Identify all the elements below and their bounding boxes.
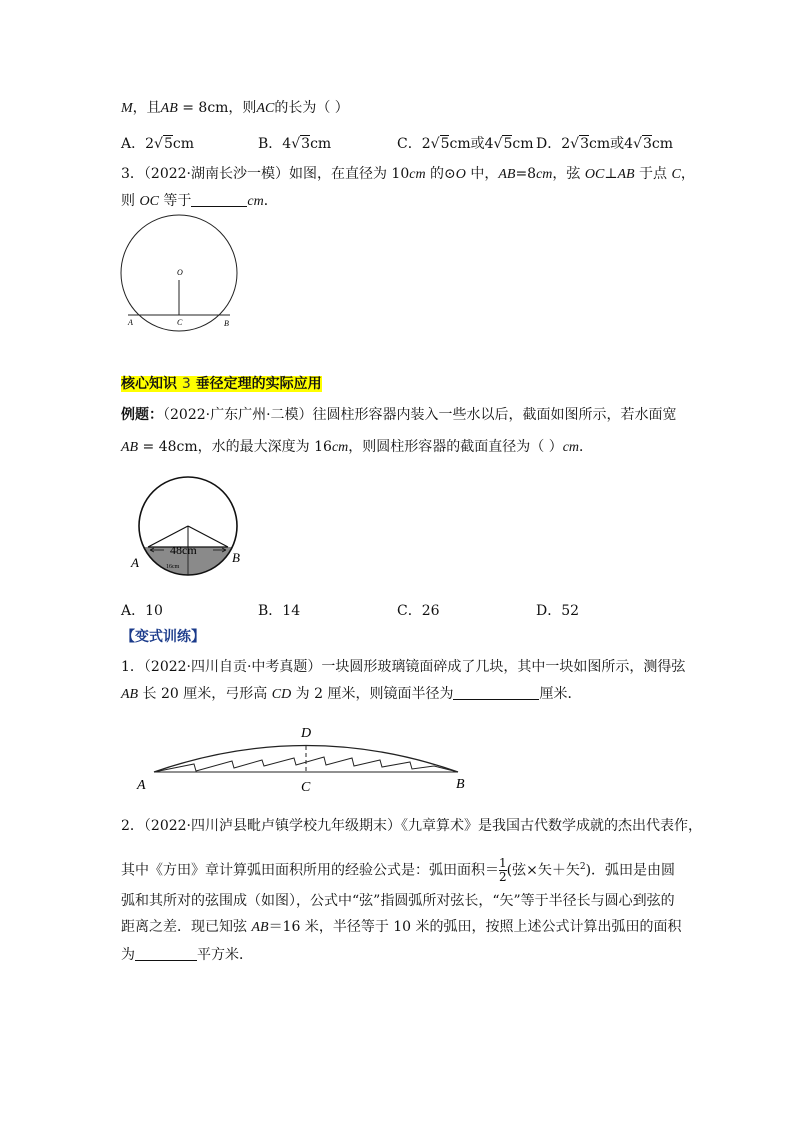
option-label: A． [121,136,146,152]
sqrt: √3 [291,136,311,152]
q2-text: ，且 [132,100,161,116]
v2-line5 [121,945,253,965]
text: (弦×矢＋矢 [506,862,580,879]
label-d: D [301,726,312,741]
text: 则 [121,193,140,209]
label-b: B [456,777,465,792]
radicand: 3 [301,136,311,152]
label-a: A [131,555,139,570]
q2-option-a[interactable] [121,134,194,154]
v2-line1 [121,816,702,836]
sqrt: √5 [493,136,513,152]
sqrt: √5 [430,136,450,152]
numerator: 1 [499,856,507,871]
text: ，弦 [552,166,585,182]
var-o: O [455,167,466,182]
var-oc: OC [139,194,159,209]
text: 厘米． [539,686,582,702]
coef: 2 [145,136,155,152]
answer-blank[interactable] [453,685,539,700]
label-depth: 16cm [166,564,180,570]
text: 平方米． [197,947,253,963]
var-ab: AB [617,167,635,182]
figure-circle-chord [116,214,244,338]
coef: 2 [561,136,571,152]
option-text: A．10 [121,603,163,619]
var-ab: AB [251,920,269,935]
text: 的⊙ [425,166,456,182]
example-label: 例题： [121,407,163,423]
section-title [121,374,322,394]
answer-blank[interactable] [135,946,197,961]
text: ＝16 米，半径等于 10 米的弧田，按照上述公式计算出弧田的面积 [268,919,682,935]
label-o: O [177,268,183,277]
text: 为 2 厘米，则镜面半径为 [291,686,454,702]
section-highlight [121,376,322,392]
text: 长 20 厘米，弓形高 [138,686,272,702]
radicand: 5 [163,136,173,152]
q3-line1 [121,164,695,185]
text: =8 [515,166,537,182]
text: 中， [465,166,499,182]
label-a: A [128,318,133,327]
unit: cm [536,167,553,182]
unit: cm [651,136,673,152]
unit: cm [562,440,580,455]
example-line1 [121,405,677,425]
example-option-a[interactable] [121,601,163,621]
var-ab: AB [121,687,139,702]
var-oc: OC [584,167,605,182]
unit: cm [172,136,195,152]
fraction [499,857,507,884]
variant-title: 【变式训练】 [121,629,205,645]
v2-line4 [121,917,682,938]
text: )．弧田是由圆 [585,862,676,879]
example-line2 [121,437,593,458]
exponent: 2 [579,862,586,872]
v2-line2 [121,850,675,884]
unit: cm [331,440,349,455]
v2-line3 [121,891,675,911]
var-c: C [671,167,681,182]
text: ， [680,166,695,182]
label-width: 48cm [170,543,197,557]
var-ab: AB [121,440,139,455]
text: ，则圆柱形容器的截面直径为（ ） [348,439,563,455]
text: 其中《方田》章计算弧田面积所用的经验公式是：弧田面积＝ [121,862,499,879]
q2-option-d[interactable] [536,134,673,154]
text: ⊥ [604,166,618,182]
q3-line2 [121,191,278,212]
option-label: B． [258,136,283,152]
sqrt: √5 [154,136,173,152]
text: 等于 [158,193,192,209]
q2-option-c[interactable] [397,134,533,154]
unit: cm [512,136,534,152]
example-option-c[interactable] [397,601,440,621]
sqrt: √3 [633,136,652,152]
radicand: 3 [642,136,652,152]
unit: cm或4 [589,136,634,152]
text: 弧和其所对的弦围成（如图），公式中“弦”指圆弧所对弦长，“矢”等于半径长与圆心到弦的 [121,893,675,909]
var-cd: CD [271,687,292,702]
var-m: M [121,101,133,116]
option-text: D．52 [536,603,580,619]
var-ac: AC [256,101,275,116]
label-c: C [177,318,183,327]
unit: cm或4 [449,136,494,152]
coef: 4 [282,136,292,152]
text: = 48cm，水的最大深度为 16 [138,439,332,455]
var-ab: AB [498,167,516,182]
section-number: 3 [181,376,191,392]
example-option-d[interactable] [536,601,579,621]
q2-text: = 8cm，则 [177,100,257,116]
option-label: D． [536,136,562,152]
unit: cm [310,136,332,152]
answer-blank[interactable] [191,192,247,207]
option-text: B．14 [258,603,301,619]
v1-line1 [121,657,685,677]
text: 核心知识 [121,376,177,392]
var-ab: AB [160,101,178,116]
unit: cm [247,194,264,209]
text: 垂径定理的实际应用 [195,376,322,392]
radicand: 5 [503,136,513,152]
coef: 2 [421,136,431,152]
option-label: C． [397,136,422,152]
sqrt: √3 [570,136,589,152]
radicand: 3 [580,136,589,152]
text: ． [263,193,278,209]
v1-line2 [121,684,581,705]
text: 距离之差．现已知弦 [121,919,252,935]
text: 3．（2022·湖南长沙一模）如图，在直径为 10 [121,166,410,182]
example-option-b[interactable] [258,601,300,621]
text: 于点 [634,166,672,182]
text: 2．（2022·四川泸县毗卢镇学校九年级期末）《九章算术》是我国古代数学成就的杰出代表作， [121,818,702,834]
label-c: C [301,780,311,794]
label-b: B [224,319,229,328]
q2-option-b[interactable] [258,134,331,154]
text: 1．（2022·四川自贡·中考真题）一块圆形玻璃镜面碎成了几块，其中一块如图所示，测得弦 [121,659,686,675]
option-text: C．26 [397,603,440,619]
text: ． [579,439,594,455]
denominator: 2 [499,870,507,885]
q2-text: 的长为（ ） [274,100,349,116]
label-a: A [137,778,146,793]
text: 为 [121,947,135,963]
figure-water-cylinder [128,476,248,576]
figure-mirror-arc [134,720,474,794]
radicand: 5 [440,136,450,152]
label-b: B [232,550,240,565]
text: （2022·广东广州·二模）往圆柱形容器内装入一些水以后，截面如图所示，若水面宽 [163,407,677,423]
unit: cm [409,167,426,182]
q2-stem-tail [121,98,349,119]
